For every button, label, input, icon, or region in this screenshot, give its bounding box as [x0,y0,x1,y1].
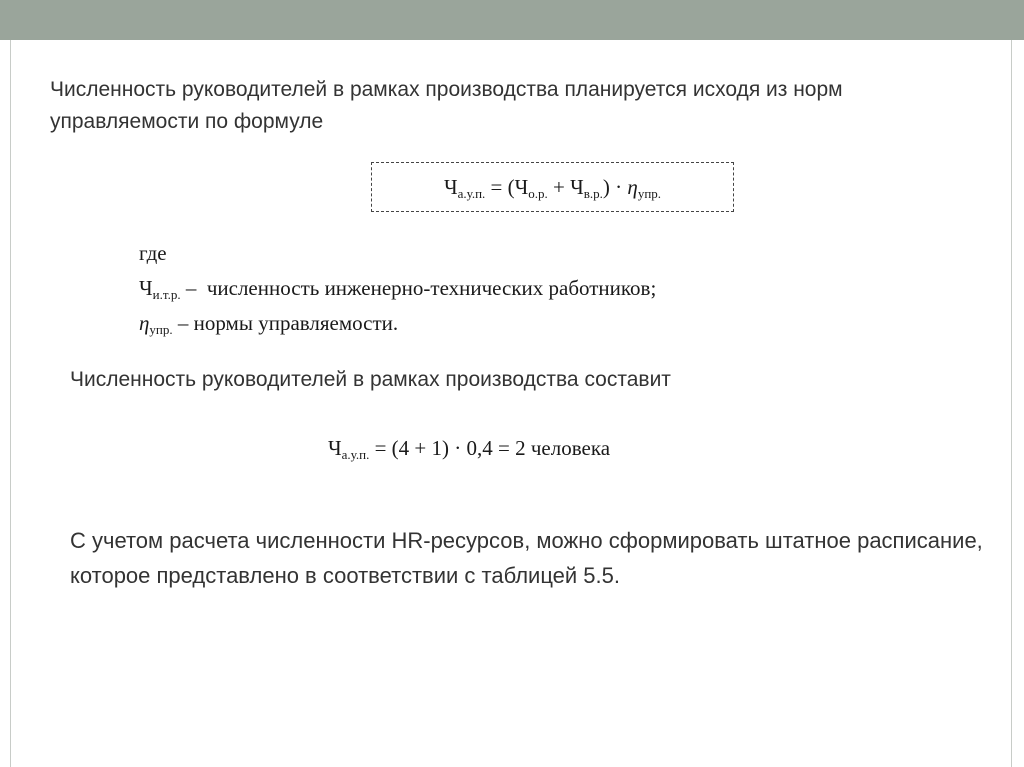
legend-where: где [139,241,167,265]
legend-item-staff: $Ч_{и.т.р.}$ – численность инженерно-технических работников; [139,276,657,302]
calculation: $Ч_{а.у.п.} = (4 + 1) \cdot 0,4 = 2$ человека [328,436,611,462]
result-intro-paragraph: Численность руководителей в рамках производства составит [70,368,671,391]
conclusion-paragraph: С учетом расчета численности HR-ресурсов, можно сформировать штатное расписание, которое представлено в соответствии с таблицей 5.5. [70,528,983,588]
slide-frame [10,40,1012,767]
intro-paragraph: Численность руководителей в рамках производства планируется исходя из норм управляемости по формуле [50,78,843,133]
formula: $Ч_{а.у.п.} = (Ч_{о.р.} + Ч_{в.р.}) \cdot \eta_{упр.}$ [443,174,662,201]
formula-box [371,162,734,212]
top-bar [0,0,1024,40]
legend-item-norms: $\eta_{упр.}$ – нормы управляемости. [139,311,399,337]
formula-legend [139,236,899,341]
